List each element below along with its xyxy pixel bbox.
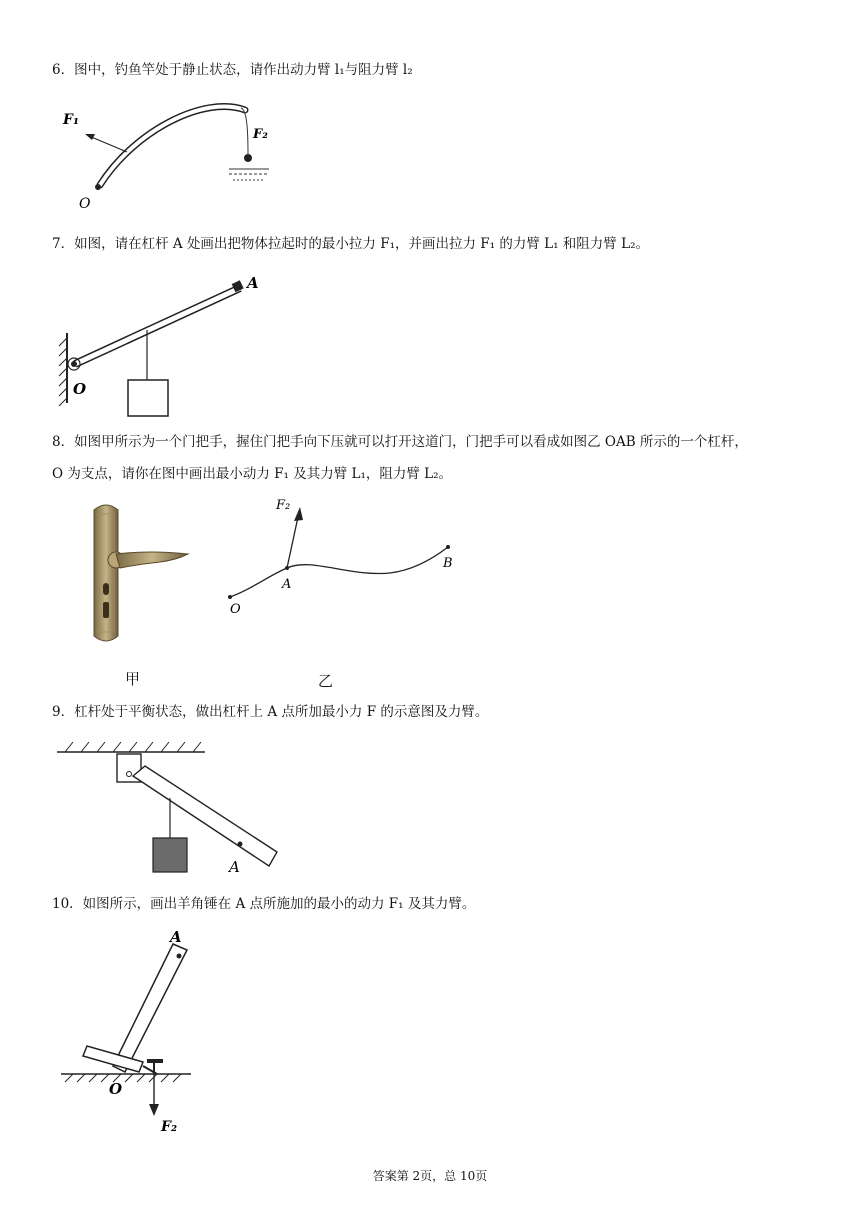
label-a: A	[229, 858, 240, 876]
label-f1: F₁	[63, 112, 80, 128]
question-7-text: 7．如图，请在杠杆 A 处画出把物体拉起时的最小拉力 F₁，并画出拉力 F₁ 的力臂 L₁ 和阻力臂 L₂。	[52, 236, 649, 252]
label-f2: F₂	[161, 1119, 178, 1135]
label-o: O	[73, 380, 87, 398]
question-8-text-line1: 8．如图甲所示为一个门把手，握住门把手向下压就可以打开这道门，门把手可以看成如图乙 OAB 所示的一个杠杆，	[52, 434, 748, 450]
label-f2: F₂	[253, 127, 268, 142]
label-o: O	[109, 1080, 123, 1098]
label-o: O	[79, 196, 91, 212]
caption-yi: 乙	[318, 672, 334, 690]
page-footer: 答案第 2页，总 10页	[372, 1169, 488, 1183]
fishing-rod-figure	[55, 100, 285, 215]
lever-with-weight-figure	[55, 268, 285, 423]
claw-hammer-figure	[55, 928, 215, 1140]
label-a: A	[170, 928, 182, 946]
label-a: A	[247, 274, 259, 292]
caption-jia: 甲	[125, 670, 141, 688]
hanging-lever-figure	[55, 736, 285, 878]
question-9-text: 9．杠杆处于平衡状态，做出杠杆上 A 点所加最小力 F 的示意图及力臂。	[52, 704, 489, 720]
label-a: A	[282, 577, 292, 592]
question-6-text: 6．图中，钓鱼竿处于静止状态，请作出动力臂 l₁与阻力臂 l₂	[52, 62, 413, 78]
door-handle-photo	[80, 498, 195, 648]
label-f2: F₂	[276, 498, 291, 513]
question-10-text: 10．如图所示，画出羊角锤在 A 点所施加的最小的动力 F₁ 及其力臂。	[52, 896, 476, 912]
label-o: O	[230, 602, 241, 615]
question-8-text-line2: O 为支点，请你在图中画出最小动力 F₁ 及其力臂 L₁，阻力臂 L₂。	[52, 466, 453, 482]
lever-oab-figure	[220, 495, 470, 615]
label-b: B	[443, 556, 453, 571]
